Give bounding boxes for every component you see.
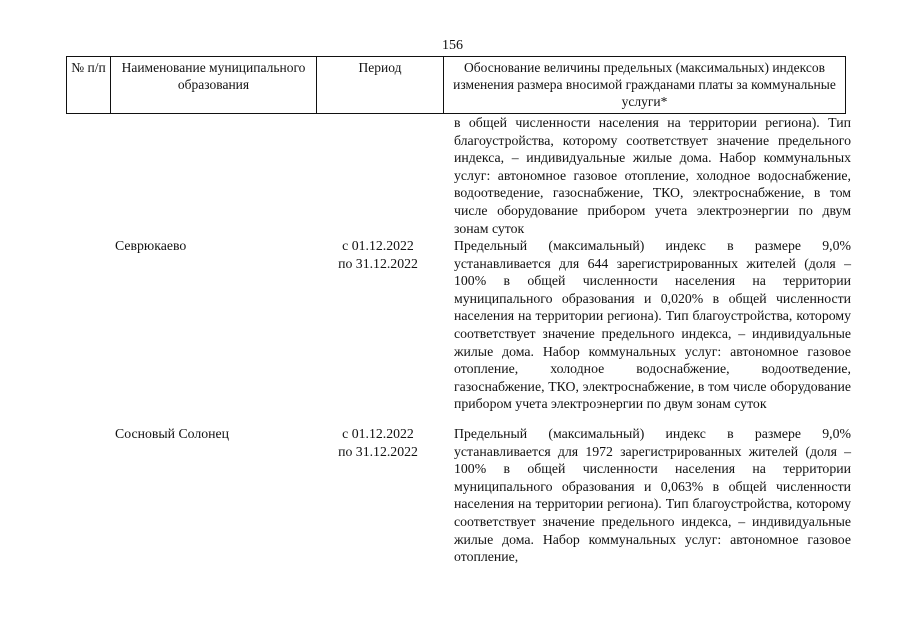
justification-continuation <box>454 114 851 237</box>
row-1-justification-text: Предельный (максимальный) индекс в размере 9,0% устанавливается для 644 зарегистрированных жителей (доля – 100% в общей численности населения на территории муниципального образования и 0,020% в общей численности населения на территории региона). Тип благоустройства, которому соответствует значение предельного индекса, – индивидуальные жилые дома. Набор коммунальных услуг: автономное газовое отопление, холодное водоснабжение, водоотведение, газоснабжение, ТКО, электроснабжение, в том числе оборудование прибором учета электроэнергии по двум зонам суток <box>454 238 851 412</box>
header-number: № п/п <box>67 57 111 114</box>
continuation-text: в общей численности населения на территории региона). Тип благоустройства, которому соответствует значение предельного индекса, – индивидуальные жилые дома. Набор коммунальных услуг: автономное газовое отопление, холодное водоснабжение, водоотведение, газоснабжение, ТКО, электроснабжение, в том числе оборудование прибором учета электроэнергии по двум зонам суток <box>454 115 851 236</box>
header-municipality-name: Наименование муниципального образования <box>111 57 317 114</box>
row-2-name: Сосновый Солонец <box>115 426 230 441</box>
row-2-period-to: по 31.12.2022 <box>338 443 418 459</box>
header-period: Период <box>317 57 444 114</box>
row-1-period-to: по 31.12.2022 <box>338 255 418 271</box>
row-1-name: Севрюкаево <box>115 238 187 253</box>
page-number: 156 <box>442 38 463 53</box>
row-2-period <box>318 425 438 460</box>
row-2-justification-text: Предельный (максимальный) индекс в размере 9,0% устанавливается для 1972 зарегистрированных жителей (доля – 100% в общей численности населения на территории муниципального образования и 0,063% в общей численности населения на территории региона). Тип благоустройства, которому соответствует значение предельного индекса, – индивидуальные жилые дома. Набор коммунальных услуг: автономное газовое отопление, <box>454 426 851 565</box>
row-2-period-from: с 01.12.2022 <box>342 426 414 441</box>
table-header <box>66 56 846 114</box>
row-2-justification <box>454 425 851 566</box>
row-1-period-from: с 01.12.2022 <box>342 238 414 253</box>
row-1-period <box>318 237 438 272</box>
header-justification: Обоснование величины предельных (максимальных) индексов изменения размера вносимой гражданами платы за коммунальные услуги* <box>444 57 846 114</box>
row-1-justification <box>454 237 851 413</box>
